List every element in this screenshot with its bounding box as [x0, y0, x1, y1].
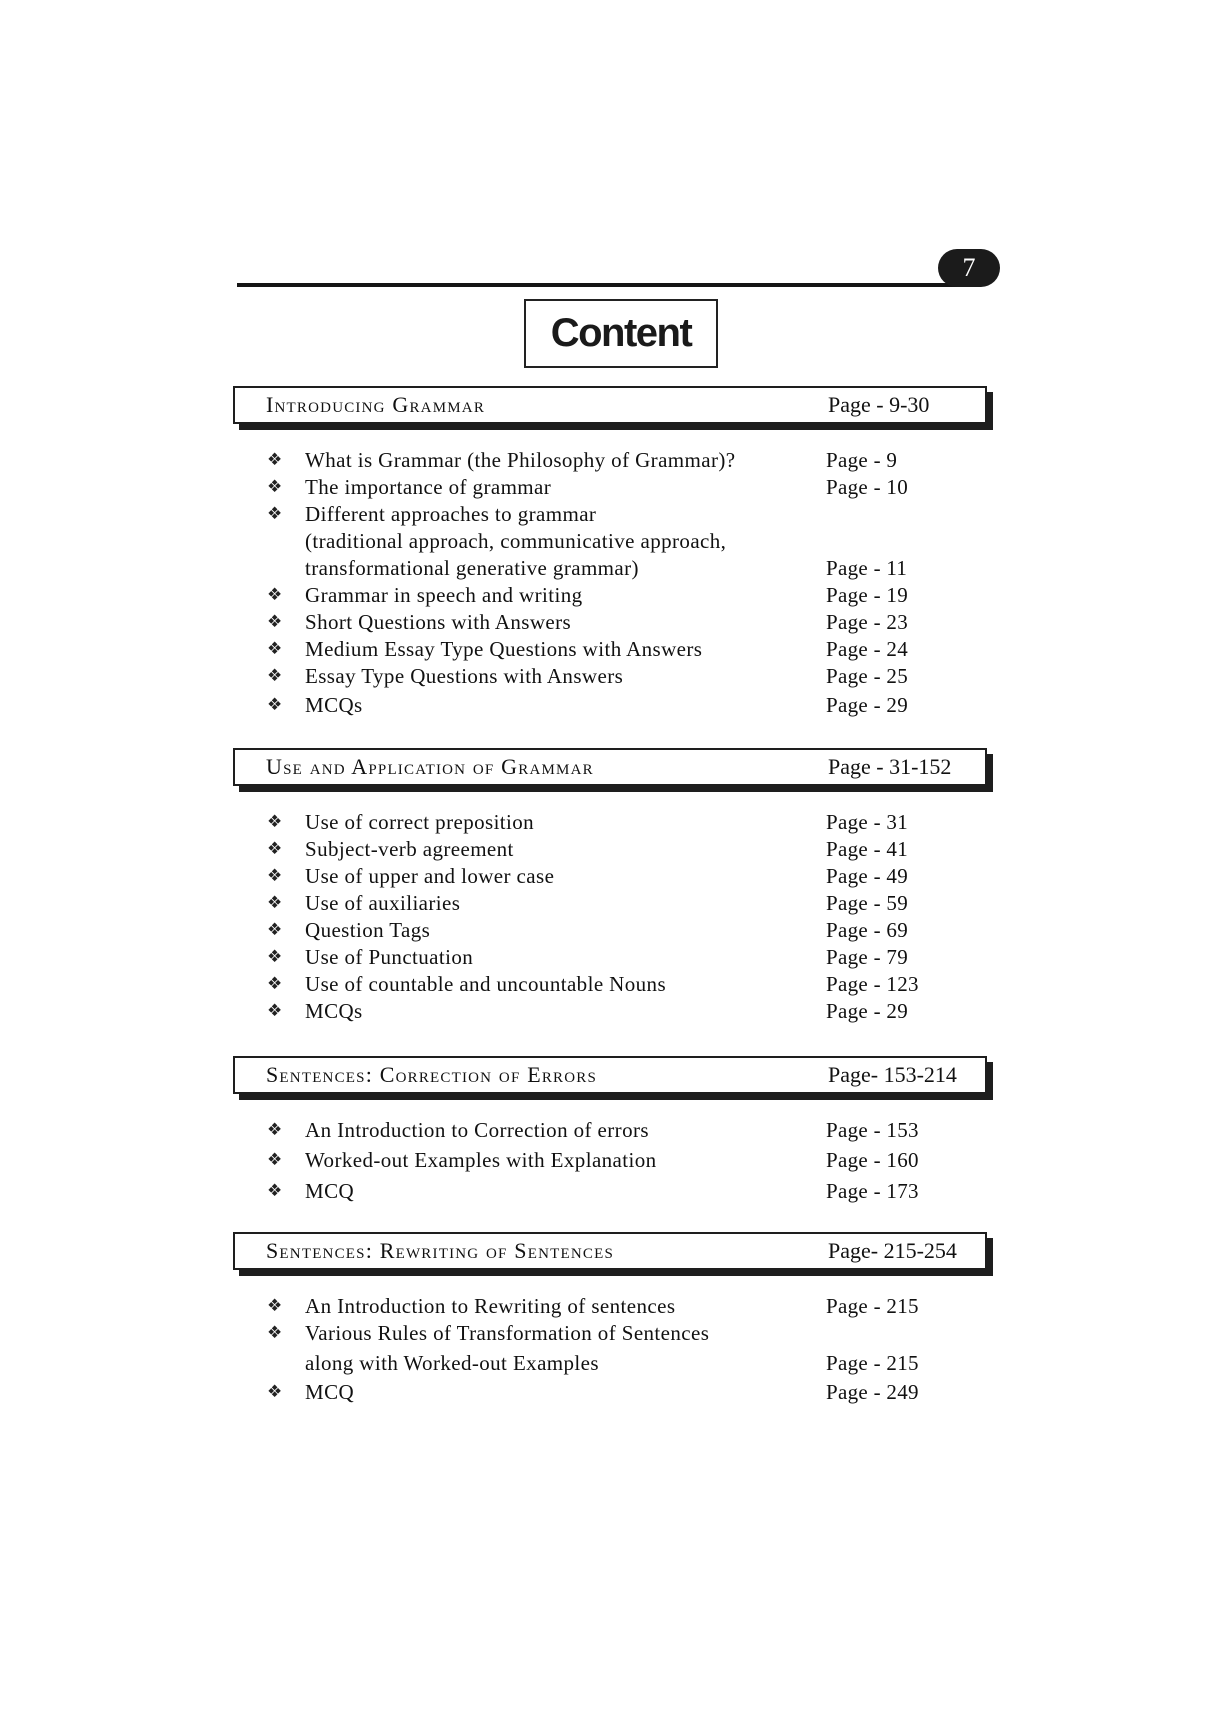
toc-item-page: Page - 249 — [826, 1380, 919, 1404]
toc-item-label: MCQs — [305, 999, 363, 1023]
toc-item-label: Use of upper and lower case — [305, 864, 555, 888]
toc-item-page: Page - 173 — [826, 1179, 919, 1203]
toc-item-page: Page - 123 — [826, 972, 919, 996]
section-header-box — [233, 386, 987, 424]
bullet-icon: ❖ — [267, 1323, 283, 1342]
toc-item — [0, 664, 1214, 690]
toc-item-label: MCQs — [305, 693, 363, 717]
toc-item-continuation — [0, 556, 1214, 582]
toc-item — [0, 448, 1214, 474]
section-page-range: Page- 215-254 — [828, 1238, 957, 1263]
toc-item — [0, 999, 1214, 1025]
toc-item — [0, 502, 1214, 528]
toc-item-page: Page - 29 — [826, 693, 909, 717]
toc-item-label: Subject-verb agreement — [305, 837, 514, 861]
toc-item-page: Page - 215 — [826, 1351, 919, 1375]
toc-item-continuation — [0, 1351, 1214, 1377]
section-page-range: Page- 153-214 — [828, 1062, 957, 1087]
bullet-icon: ❖ — [267, 812, 283, 831]
toc-item — [0, 1380, 1214, 1406]
section-page-range: Page - 9-30 — [828, 392, 930, 417]
toc-item-label: The importance of grammar — [305, 475, 552, 499]
toc-item-page: Page - 19 — [826, 583, 909, 607]
toc-item — [0, 1118, 1214, 1144]
section-header-introducing-grammar — [233, 386, 987, 424]
toc-item-page: Page - 79 — [826, 945, 909, 969]
toc-item-continuation — [0, 529, 1214, 555]
bullet-icon: ❖ — [267, 866, 283, 885]
toc-item-label: MCQ — [305, 1380, 355, 1404]
section-page-range: Page - 31-152 — [828, 754, 952, 779]
toc-item-label: Worked-out Examples with Explanation — [305, 1148, 657, 1172]
toc-item-label: Question Tags — [305, 918, 431, 942]
toc-item-label: MCQ — [305, 1179, 355, 1203]
bullet-icon: ❖ — [267, 1296, 283, 1315]
toc-item-page: Page - 49 — [826, 864, 909, 888]
toc-item — [0, 1179, 1214, 1205]
bullet-icon: ❖ — [267, 695, 283, 714]
section-header-box — [233, 748, 987, 786]
toc-item — [0, 610, 1214, 636]
section-header-box — [233, 1232, 987, 1270]
toc-item-page: Page - 31 — [826, 810, 909, 834]
section-header-use-and-application — [233, 748, 987, 786]
title-box — [524, 299, 718, 368]
toc-item — [0, 583, 1214, 609]
toc-item-page: Page - 25 — [826, 664, 909, 688]
toc-item — [0, 945, 1214, 971]
toc-item-label: An Introduction to Rewriting of sentences — [305, 1294, 676, 1318]
toc-item-page: Page - 23 — [826, 610, 909, 634]
toc-item-label: Short Questions with Answers — [305, 610, 572, 634]
bullet-icon: ❖ — [267, 1120, 283, 1139]
toc-item-label: along with Worked-out Examples — [305, 1351, 599, 1375]
toc-item-label: Medium Essay Type Questions with Answers — [305, 637, 703, 661]
bullet-icon: ❖ — [267, 1001, 283, 1020]
toc-item — [0, 918, 1214, 944]
toc-item — [0, 1294, 1214, 1320]
bullet-icon: ❖ — [267, 839, 283, 858]
toc-item-page: Page - 153 — [826, 1118, 919, 1142]
bullet-icon: ❖ — [267, 666, 283, 685]
section-title: Sentences: Correction of Errors — [266, 1062, 598, 1087]
toc-item-label: transformational generative grammar) — [305, 556, 639, 580]
bullet-icon: ❖ — [267, 947, 283, 966]
header-rule — [237, 283, 957, 287]
bullet-icon: ❖ — [267, 639, 283, 658]
toc-item — [0, 864, 1214, 890]
bullet-icon: ❖ — [267, 585, 283, 604]
toc-item-label: Grammar in speech and writing — [305, 583, 583, 607]
bullet-icon: ❖ — [267, 1382, 283, 1401]
toc-item-label: Essay Type Questions with Answers — [305, 664, 624, 688]
bullet-icon: ❖ — [267, 477, 283, 496]
bullet-icon: ❖ — [267, 893, 283, 912]
toc-item — [0, 972, 1214, 998]
toc-item-label: Use of countable and uncountable Nouns — [305, 972, 667, 996]
section-title: Use and Application of Grammar — [266, 754, 594, 779]
toc-item — [0, 475, 1214, 501]
bullet-icon: ❖ — [267, 974, 283, 993]
toc-item-label: Use of Punctuation — [305, 945, 474, 969]
toc-item — [0, 693, 1214, 719]
toc-item-page: Page - 9 — [826, 448, 898, 472]
page-number-badge: 7 — [938, 249, 1000, 287]
bullet-icon: ❖ — [267, 612, 283, 631]
toc-item-label: (traditional approach, communicative approach, — [305, 529, 727, 553]
bullet-icon: ❖ — [267, 504, 283, 523]
toc-item-page: Page - 29 — [826, 999, 909, 1023]
bullet-icon: ❖ — [267, 1150, 283, 1169]
toc-item-label: An Introduction to Correction of errors — [305, 1118, 649, 1142]
toc-item-label: Use of correct preposition — [305, 810, 535, 834]
toc-item-page: Page - 160 — [826, 1148, 919, 1172]
toc-item — [0, 637, 1214, 663]
toc-item-label: What is Grammar (the Philosophy of Grammar)? — [305, 448, 736, 472]
toc-item-page: Page - 59 — [826, 891, 909, 915]
toc-item-page: Page - 24 — [826, 637, 909, 661]
toc-item-label: Use of auxiliaries — [305, 891, 461, 915]
bullet-icon: ❖ — [267, 1181, 283, 1200]
toc-item-page: Page - 11 — [826, 556, 908, 580]
toc-item-label: Different approaches to grammar — [305, 502, 597, 526]
section-header-box — [233, 1056, 987, 1094]
toc-item — [0, 837, 1214, 863]
section-header-correction-of-errors — [233, 1056, 987, 1094]
toc-item — [0, 891, 1214, 917]
toc-item-page: Page - 69 — [826, 918, 909, 942]
bullet-icon: ❖ — [267, 450, 283, 469]
toc-item — [0, 1148, 1214, 1174]
toc-item-page: Page - 41 — [826, 837, 909, 861]
toc-item — [0, 810, 1214, 836]
toc-item-label: Various Rules of Transformation of Sentences — [305, 1321, 710, 1345]
section-header-rewriting-of-sentences — [233, 1232, 987, 1270]
toc-item-page: Page - 10 — [826, 475, 909, 499]
page-title: Content — [550, 311, 692, 355]
section-title: Sentences: Rewriting of Sentences — [266, 1238, 614, 1263]
bullet-icon: ❖ — [267, 920, 283, 939]
toc-item — [0, 1321, 1214, 1347]
section-title: Introducing Grammar — [266, 392, 486, 417]
toc-item-page: Page - 215 — [826, 1294, 919, 1318]
